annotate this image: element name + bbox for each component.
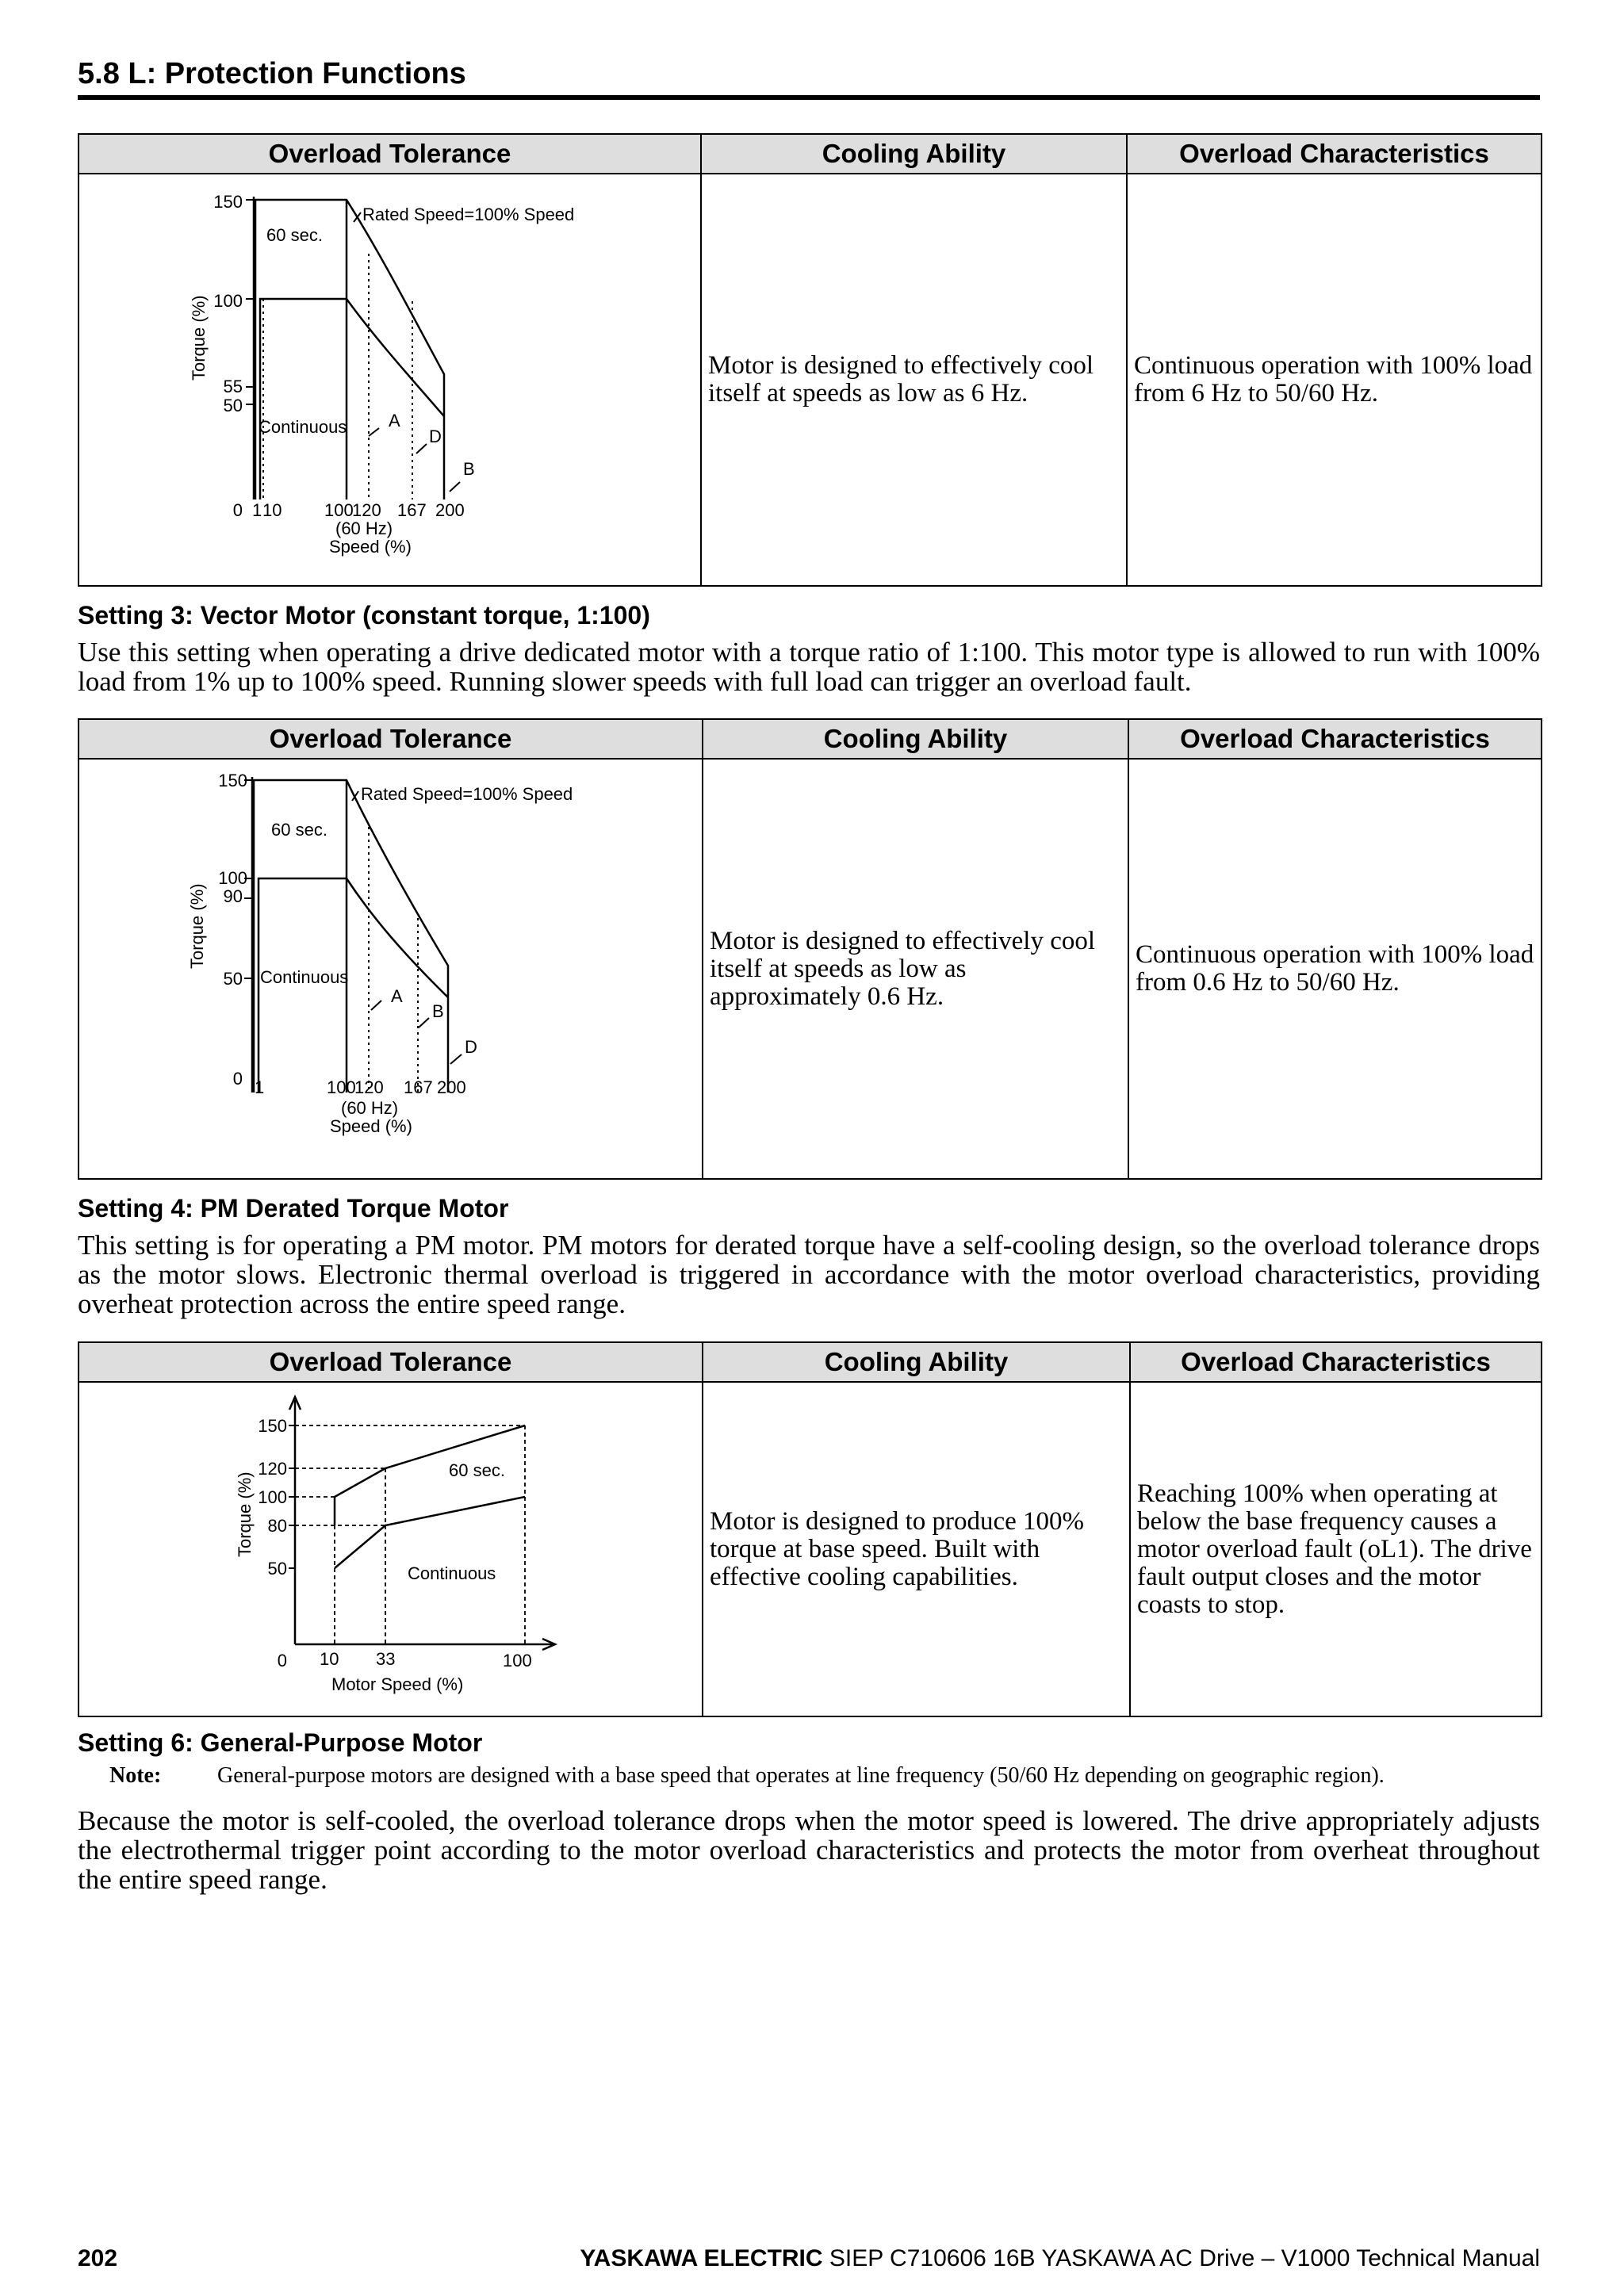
x-tick-100: 100 [324,500,354,520]
cooling-ability-1: Motor is designed to effectively cool itself at speeds as low as 6 Hz. [701,174,1127,586]
marker-d: D [429,427,442,446]
marker-b-arrow [450,482,460,492]
header-overload-tolerance: Overload Tolerance [79,1342,703,1382]
y-axis-label: Torque (%) [187,883,207,969]
section-title: 5.8 L: Protection Functions [78,57,466,90]
header-cooling-ability: Cooling Ability [703,1342,1130,1382]
marker-d: D [465,1037,477,1057]
x-tick-120: 120 [354,1077,384,1097]
setting-6-heading: Setting 6: General-Purpose Motor [78,1728,483,1757]
x-tick-200: 200 [437,1077,466,1097]
x-axis-label: Motor Speed (%) [331,1674,464,1694]
header-overload-tolerance: Overload Tolerance [79,134,701,174]
header-cooling-ability: Cooling Ability [703,719,1128,759]
cooling-ability-2: Motor is designed to effectively cool itself at speeds as low as approximately 0.6 Hz. [703,759,1128,1179]
overload-chart-1 [79,174,702,579]
overload-chart-1-cell [79,174,701,586]
y-axis-label: Torque (%) [189,295,209,381]
header-overload-characteristics: Overload Characteristics [1127,134,1542,174]
origin-label: 0 [232,1069,243,1089]
marker-b: B [463,459,475,479]
cooling-ability-3: Motor is designed to produce 100% torque at base speed. Built with effective cooling capabilities. [703,1382,1130,1716]
x-tick-10: 10 [320,1649,339,1669]
overload-characteristics-1: Continuous operation with 100% load from 6 Hz to 50/60 Hz. [1127,174,1542,586]
setting-4-heading: Setting 4: PM Derated Torque Motor [78,1194,509,1223]
footer-doc [580,2245,1540,2272]
y-tick-label-150: 150 [218,771,247,790]
overload-chart-2-cell [79,759,703,1179]
header-overload-characteristics: Overload Characteristics [1128,719,1542,759]
y-tick-label-100: 100 [258,1487,287,1507]
overload-characteristics-2: Continuous operation with 100% load from 0.6 Hz to 50/60 Hz. [1128,759,1542,1179]
y-tick-label-90: 90 [223,886,243,906]
sixty-sec-label: 60 sec. [449,1460,505,1480]
setting-3-text: Use this setting when operating a drive dedicated motor with a torque ratio of 1:100. This motor type is allowed to run with 100% load from 1% up to 100% speed. Running slower speeds with full load can trigger an overload fault. [78,637,1540,697]
y-tick-label-50: 50 [267,1559,287,1578]
header-overload-tolerance: Overload Tolerance [79,719,703,759]
x-tick-33: 33 [376,1649,396,1669]
overload-chart-3 [79,1383,703,1709]
header-overload-characteristics: Overload Characteristics [1130,1342,1542,1382]
x-tick-200: 200 [435,500,465,520]
y-axis-label: Torque (%) [235,1471,255,1557]
marker-a: A [391,986,403,1006]
setting-6-text: Because the motor is self-cooled, the overload tolerance drops when the motor speed is lowered. The drive appropriately adjusts the electrothermal trigger point according to the motor overload characteristics and protects the motor from overheat throughout the entire speed range. [78,1805,1540,1895]
overload-table-3 [78,1341,1542,1717]
overload-characteristics-3: Reaching 100% when operating at below the base frequency causes a motor overload fault (oL1). The drive fault output closes and the motor coasts to stop. [1130,1382,1542,1716]
continuous-curve [335,1497,525,1568]
y-tick-label-150: 150 [258,1416,287,1436]
footer-doc-title: SIEP C710606 16B YASKAWA AC Drive – V1000 Technical Manual [822,2245,1540,2271]
section-rule [78,95,1540,100]
continuous-curve [260,299,444,499]
x-tick-1: 1 [252,500,262,520]
marker-a: A [389,411,400,430]
page-number: 202 [78,2245,118,2271]
origin-label: 0 [232,500,243,520]
header-cooling-ability: Cooling Ability [701,134,1127,174]
rated-speed-label: Rated Speed=100% Speed [362,205,575,224]
continuous-label: Continuous [260,967,349,987]
rated-speed-label: Rated Speed=100% Speed [361,784,573,804]
y-tick-label-120: 120 [258,1459,287,1479]
continuous-label: Continuous [408,1563,496,1583]
y-tick-label-100: 100 [218,868,247,888]
x-axis-label: Speed (%) [329,537,412,557]
setting-4-text: This setting is for operating a PM motor. PM motors for derated torque have a self-cooling design, so the overload tolerance drops as the motor slows. Electronic thermal overload is triggered in accordance with the motor overload characteristics, providing overheat protection across the entire speed range. [78,1230,1540,1319]
y-tick-label-50: 50 [223,969,243,989]
overload-chart-2 [79,760,703,1172]
y-tick-label-80: 80 [267,1516,287,1536]
note-label: Note: [109,1763,162,1788]
x-tick-1: 1 [255,1077,265,1097]
setting-3-heading: Setting 3: Vector Motor (constant torque, 1:100) [78,601,650,629]
marker-b-arrow [419,1018,429,1027]
marker-a-arrow [371,1001,381,1010]
sixty-sec-label: 60 sec. [266,225,323,245]
marker-d-arrow [450,1054,462,1064]
sixty-sec-label: 60 sec. [271,820,327,840]
overload-table-1 [78,133,1542,587]
continuous-label: Continuous [259,417,347,437]
x-tick-167: 167 [397,500,427,520]
x-tick-10: 10 [262,500,282,520]
y-tick-label-50: 50 [223,396,243,415]
marker-d-arrow [416,444,427,453]
marker-b: B [432,1001,444,1021]
overload-table-2 [78,718,1542,1180]
note-text: General-purpose motors are designed with a base speed that operates at line frequency (50/60 Hz depending on geographic region). [217,1763,1385,1788]
y-tick-label-55: 55 [223,377,243,396]
x-axis-label: Speed (%) [330,1116,412,1136]
y-tick-label-100: 100 [213,291,243,311]
y-tick-label-150: 150 [213,192,243,212]
x-tick-100: 100 [503,1651,532,1670]
x-tick-167: 167 [404,1077,433,1097]
x-sub-label: (60 Hz) [341,1098,399,1118]
marker-a-arrow [369,428,379,436]
x-tick-100: 100 [327,1077,356,1097]
x-tick-120: 120 [352,500,381,520]
footer-brand: YASKAWA ELECTRIC [580,2245,823,2271]
x-sub-label: (60 Hz) [335,519,393,538]
origin-label: 0 [277,1651,287,1670]
overload-chart-3-cell [79,1382,703,1716]
